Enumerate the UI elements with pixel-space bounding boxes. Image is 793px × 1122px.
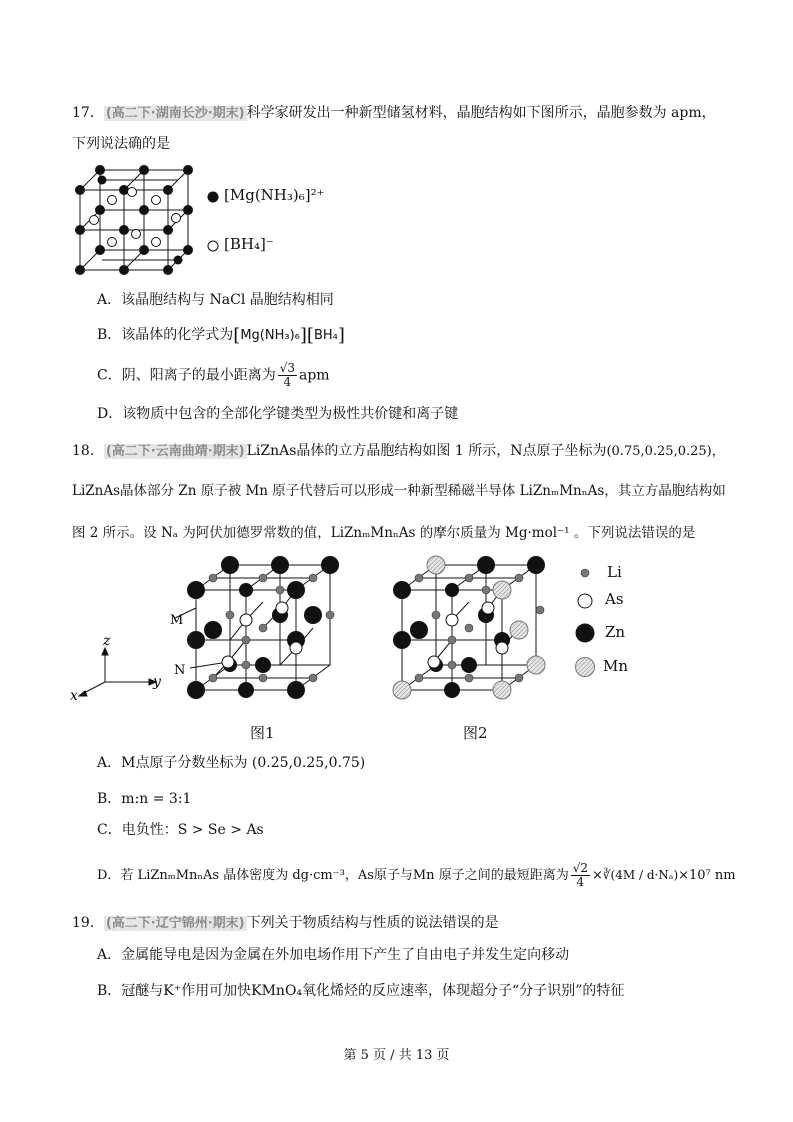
q18-option-d-fraction: $\frac{√2}{4}$ (572, 861, 588, 889)
q17-option-b-formula-1: Mg(NH₃)₆ (240, 328, 300, 343)
q18-option-d-root: ∛(4M / d·Nₐ) (602, 868, 679, 882)
q18-legend-zn-icon (574, 622, 596, 644)
q17-option-b: B．该晶体的化学式为[Mg(NH₃)₆][BH₄] (97, 325, 345, 346)
q18-stem-line3: 图 2 所示。设 Nₐ 为阿伏加德罗常数的值，LiZnₘMnₙAs 的摩尔质量为 Mg·mol⁻¹ 。下列说法错误的是 (72, 525, 696, 541)
q19-number: 19． (72, 915, 104, 931)
q18-label-m: M (170, 613, 184, 628)
q17-stem-line1 (72, 103, 716, 124)
q18-figure-2-caption: 图2 (463, 724, 488, 742)
q18-source-tag: (高二下·云南曲靖·期末) (105, 444, 245, 459)
q18-label-n: N (174, 663, 186, 678)
q18-axis-x-label: x (70, 688, 78, 704)
q18-option-a: A．M点原子分数坐标为 (0.25,0.25,0.75) (97, 755, 366, 771)
q17-legend-dark-icon (206, 190, 220, 204)
q18-axis-z-label: z (103, 633, 111, 649)
q18-stem-text-1: LiZnAs晶体的立方晶胞结构如图 1 所示，N点原子坐标为 (246, 443, 607, 459)
q18-legend-mn: Mn (603, 657, 629, 675)
q17-option-b-formula-2: BH₄ (313, 328, 338, 343)
q17-legend-light-label: [BH₄]⁻ (224, 235, 274, 253)
q18-legend-mn-icon (574, 656, 596, 678)
q18-figure-2 (390, 550, 560, 710)
q17-option-c-prefix: C．阴、阳离子的最小距离为 (97, 367, 276, 384)
q18-n-coordinate: (0.75,0.25,0.25)， (606, 444, 725, 459)
q17-crystal-figure (72, 162, 202, 277)
q19-option-a: A．金属能导电是因为金属在外加电场作用下产生了自由电子并发生定向移动 (97, 947, 570, 963)
q18-figure-1-caption: 图1 (250, 724, 275, 742)
q18-option-d-prefix: D．若 LiZnₘMnₙAs 晶体密度为 dg·cm⁻³，As原子与Mn 原子之间的最短距离为 (97, 868, 569, 883)
q18-legend-as-icon (576, 592, 594, 610)
q19-stem-text: 下列关于物质结构与性质的说法错误的是 (246, 915, 499, 931)
q19-option-b: B．冠醚与K⁺作用可加快KMnO₄氧化烯烃的反应速率，体现超分子“分子识别”的特征 (97, 983, 625, 999)
q18-legend-li: Li (607, 563, 622, 581)
q18-stem-line2: LiZnAs晶体部分 Zn 原子被 Mn 原子代替后可以形成一种新型稀磁半导体 LiZnₘMnₙAs，其立方晶胞结构如 (72, 483, 726, 499)
q18-option-c: C．电负性：S > Se > As (97, 822, 264, 838)
q17-option-d: D．该物质中包含的全部化学键类型为极性共价键和离子键 (97, 406, 459, 422)
q17-option-b-prefix: B．该晶体的化学式为 (97, 327, 234, 343)
q18-legend-li-icon (578, 566, 592, 580)
q19-stem (72, 913, 499, 934)
q18-option-d-suffix: ×10⁷ nm (678, 868, 736, 883)
q17-stem-line2: 下列说法确的是 (72, 136, 170, 152)
q18-option-b: B．m:n = 3:1 (97, 791, 192, 807)
q19-source-tag: (高二下·辽宁锦州·期末) (105, 916, 245, 931)
q17-stem-text: 科学家研发出一种新型储氢材料，晶胞结构如下图所示，晶胞参数为 apm， (246, 105, 716, 121)
q17-legend-light-icon (206, 239, 220, 253)
q18-axis-y-label: y (153, 674, 161, 690)
q18-number: 18． (72, 443, 104, 459)
q18-option-d: D．若 LiZnₘMnₙAs 晶体密度为 dg·cm⁻³，As原子与Mn 原子之间的最短距离为 $\frac{√2}{4}$ ×∛(4M / d·Nₐ)×10⁷ nm (97, 861, 736, 889)
q17-legend-dark-label: [Mg(NH₃)₆]²⁺ (224, 186, 325, 204)
q18-legend-as: As (605, 590, 624, 608)
page-footer: 第 5 页 / 共 13 页 (343, 1048, 450, 1063)
q17-option-c-suffix: apm (299, 367, 330, 384)
q17-number: 17． (72, 105, 104, 121)
q18-legend-zn: Zn (605, 623, 626, 641)
q18-figure-1 (70, 550, 340, 710)
q17-option-c (97, 362, 330, 389)
q18-stem-line1 (72, 441, 725, 462)
q17-source-tag: (高二下·湖南长沙·期末) (105, 106, 245, 121)
q17-option-c-fraction: $\frac{√3}{4}$ (279, 361, 295, 389)
q17-option-a: A．该晶胞结构与 NaCl 晶胞结构相同 (97, 292, 334, 308)
